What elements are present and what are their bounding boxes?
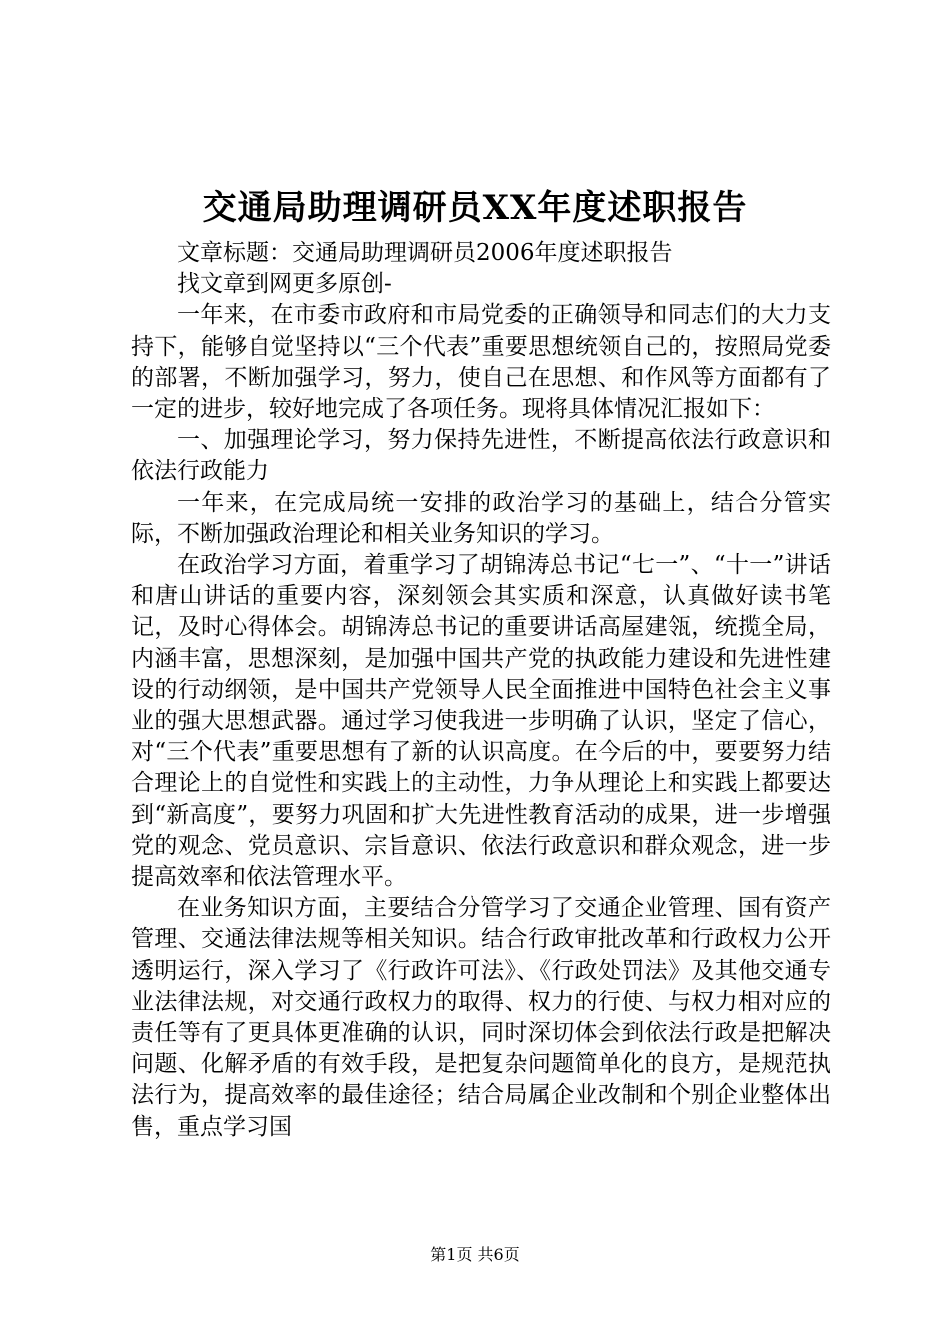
page-number-footer: 第1页 共6页 bbox=[430, 1245, 520, 1264]
paragraph: 文章标题：交通局助理调研员2006年度述职报告 bbox=[177, 240, 673, 266]
paragraph: 找文章到网更多原创- bbox=[177, 271, 392, 298]
paragraph: 一年来，在市委市政府和市局党委的正确领导和同志们的大力支持下，能够自觉坚持以“三个代表”重要思想统领自己的，按照局党委的部署，不断加强学习，努力，使自己在思想、和作风等方面都有了一定的进步，较好地完成了各项任务。现将具体情况汇报如下： bbox=[131, 302, 831, 423]
paragraph: 一、加强理论学习，努力保持先进性，不断提高依法行政意识和依法行政能力 bbox=[131, 427, 831, 485]
document-title: 交通局助理调研员XX年度述职报告 bbox=[202, 188, 748, 228]
paragraph: 一年来，在完成局统一安排的政治学习的基础上，结合分管实际，不断加强政治理论和相关业务知识的学习。 bbox=[131, 489, 831, 547]
paragraph: 在政治学习方面，着重学习了胡锦涛总书记“七一”、“十一”讲话和唐山讲话的重要内容，深刻领会其实质和深意，认真做好读书笔记，及时心得体会。胡锦涛总书记的重要讲话高屋建瓴，统揽全局，内涵丰富，思想深刻，是加强中国共产党的执政能力建设和先进性建设的行动纲领，是中国共产党领导人民全面推进中国特色社会主义事业的强大思想武器。通过学习使我进一步明确了认识，坚定了信心，对“三个代表”重要思想有了新的认识高度。在今后的中，要要努力结合理论上的自觉性和实践上的主动性，力争从理论上和实践上都要达到“新高度”，要努力巩固和扩大先进性教育活动的成果，进一步增强党的观念、党员意识、宗旨意识、依法行政意识和群众观念，进一步提高效率和依法管理水平。 bbox=[131, 552, 831, 891]
paragraph: 在业务知识方面，主要结合分管学习了交通企业管理、国有资产管理、交通法律法规等相关知识。结合行政审批改革和行政权力公开透明运行，深入学习了《行政许可法》、《行政处罚法》及其他交通专业法律法规，对交通行政权力的取得、权力的行使、与权力相对应的责任等有了更具体更准确的认识，同时深切体会到依法行政是把解决问题、化解矛盾的有效手段，是把复杂问题简单化的良方，是规范执法行为，提高效率的最佳途径；结合局属企业改制和个别企业整体出售，重点学习国 bbox=[131, 895, 831, 1140]
document-body bbox=[131, 238, 831, 1143]
